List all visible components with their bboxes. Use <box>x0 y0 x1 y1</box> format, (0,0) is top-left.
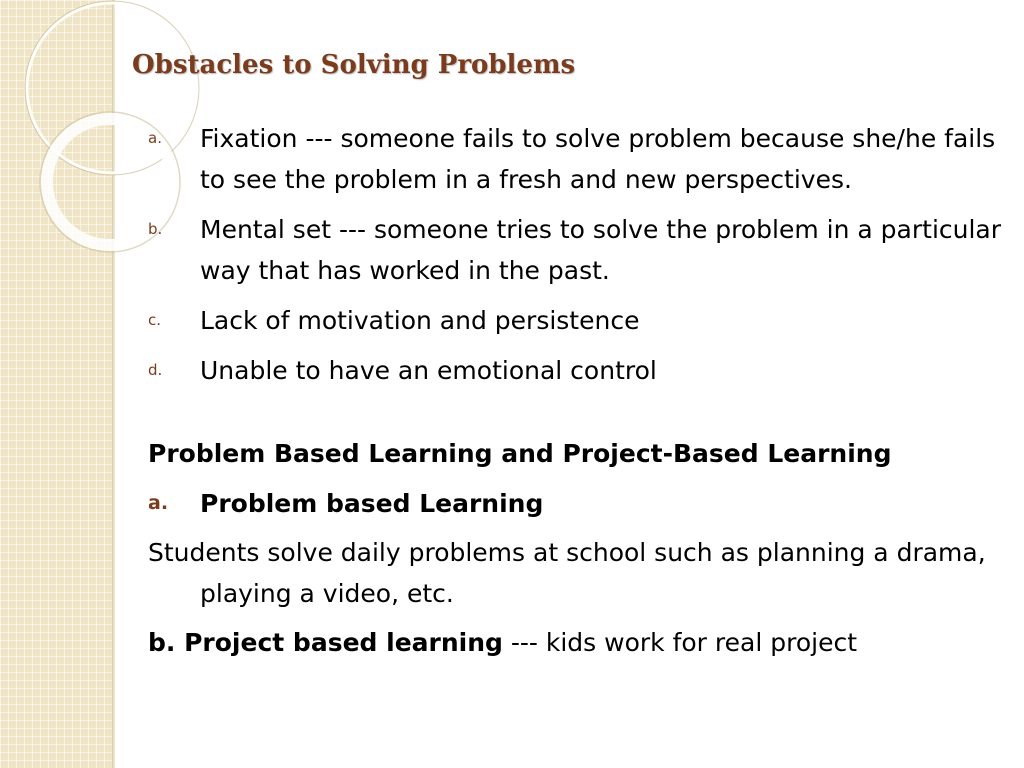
slide-title: Obstacles to Solving Problems <box>132 50 576 80</box>
sub-heading-marker: a. <box>148 492 169 514</box>
list-item <box>148 300 1008 341</box>
list-marker: a. <box>148 129 162 147</box>
list-item-text: Unable to have an emotional control <box>200 356 657 385</box>
list-marker: d. <box>148 361 163 379</box>
obstacles-list <box>148 118 1008 391</box>
list-item-text: Mental set --- someone tries to solve the problem in a particular way that has worked in the past. <box>200 215 1002 285</box>
list-item <box>148 118 1008 200</box>
sub-heading-text: Problem based Learning <box>200 489 544 518</box>
side-band-edge <box>112 0 115 768</box>
list-marker: b. <box>148 220 163 238</box>
project-based-heading: b. Project based learning <box>148 628 503 657</box>
slide-content <box>148 118 1008 663</box>
section-heading: Problem Based Learning and Project-Based Learning <box>148 439 892 468</box>
project-based-line <box>148 622 1008 663</box>
list-item-text: Fixation --- someone fails to solve problem because she/he fails to see the problem in a fresh and new perspectives. <box>200 124 996 194</box>
list-marker: c. <box>148 311 162 329</box>
sub-heading <box>148 483 1008 524</box>
project-based-text: --- kids work for real project <box>502 628 857 657</box>
decorative-side-band <box>0 0 112 768</box>
list-item-text: Lack of motivation and persistence <box>200 306 640 335</box>
list-item <box>148 209 1008 291</box>
description-paragraph: Students solve daily problems at school such as planning a drama, playing a video, etc. <box>148 538 986 608</box>
list-item <box>148 350 1008 391</box>
